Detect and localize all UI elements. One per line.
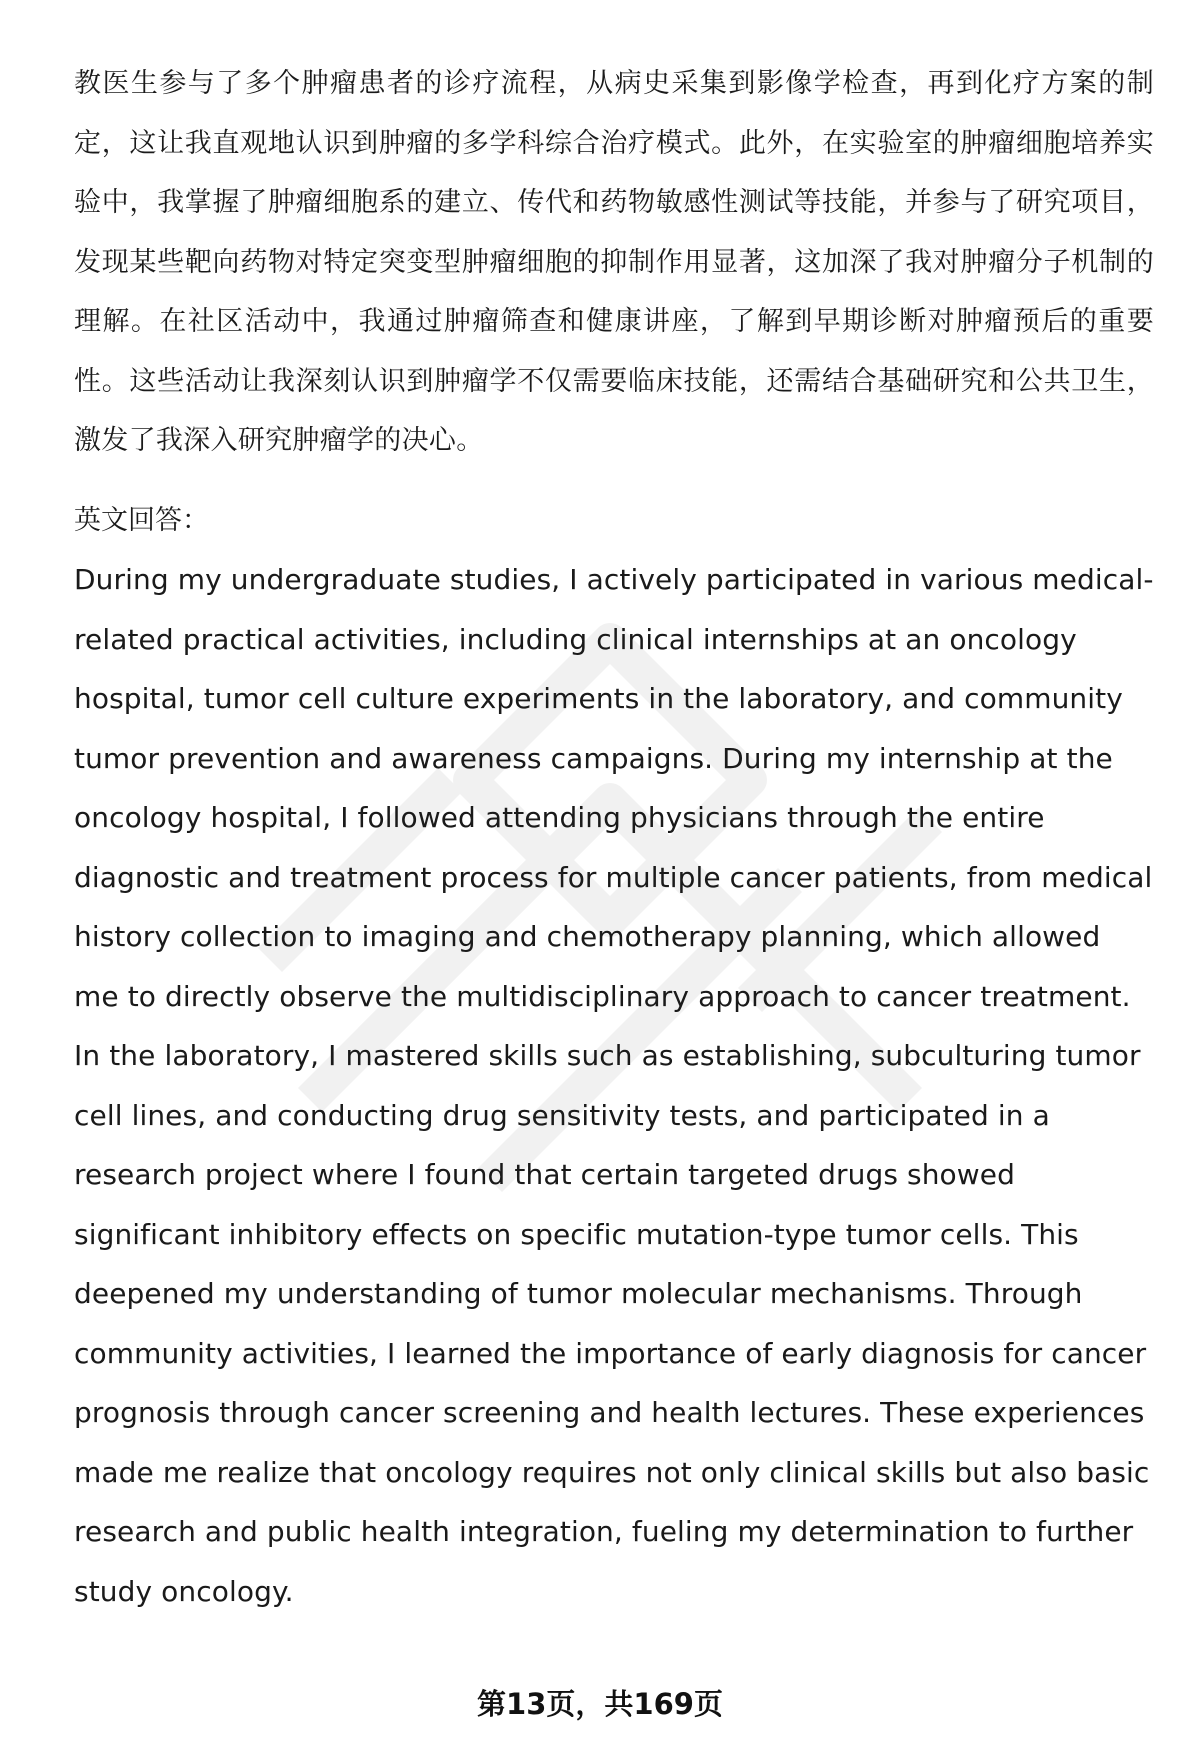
chinese-answer-paragraph: 教医生参与了多个肿瘤患者的诊疗流程，从病史采集到影像学检查，再到化疗方案的制定，这让我直观地认识到肿瘤的多学科综合治疗模式。此外，在实验室的肿瘤细胞培养实验中，我掌握了肿瘤细胞系的建立、传代和药物敏感性测试等技能，并参与了研究项目，发现某些靶向药物对特定突变型肿瘤细胞的抑制作用显著，这加深了我对肿瘤分子机制的理解。在社区活动中，我通过肿瘤筛查和健康讲座，了解到早期诊断对肿瘤预后的重要性。这些活动让我深刻认识到肿瘤学不仅需要临床技能，还需结合基础研究和公共卫生，激发了我深入研究肿瘤学的决心。	[74, 68, 1154, 456]
english-answer-label: 英文回答：	[74, 504, 209, 536]
page-number-footer: 第13页，共169页	[477, 1687, 723, 1721]
page-content	[74, 54, 1154, 1621]
english-answer-paragraph: During my undergraduate studies, I actively participated in various medical-related practical activities, including clinical internships at an oncology hospital, tumor cell culture experiments in the laboratory, and community tumor prevention and awareness campaigns. During my internship at the oncology hospital, I followed attending physicians through the entire diagnostic and treatment process for multiple cancer patients, from medical history collection to imaging and chemotherapy planning, which allowed me to directly observe the multidisciplinary approach to cancer treatment. In the laboratory, I mastered skills such as establishing, subculturing tumor cell lines, and conducting drug sensitivity tests, and participated in a research project where I found that certain targeted drugs showed significant inhibitory effects on specific mutation-type tumor cells. This deepened my understanding of tumor molecular mechanisms. Through community activities, I learned the importance of early diagnosis for cancer prognosis through cancer screening and health lectures. These experiences made me realize that oncology requires not only clinical skills but also basic research and public health integration, fueling my determination to further study oncology.	[74, 563, 1154, 1608]
